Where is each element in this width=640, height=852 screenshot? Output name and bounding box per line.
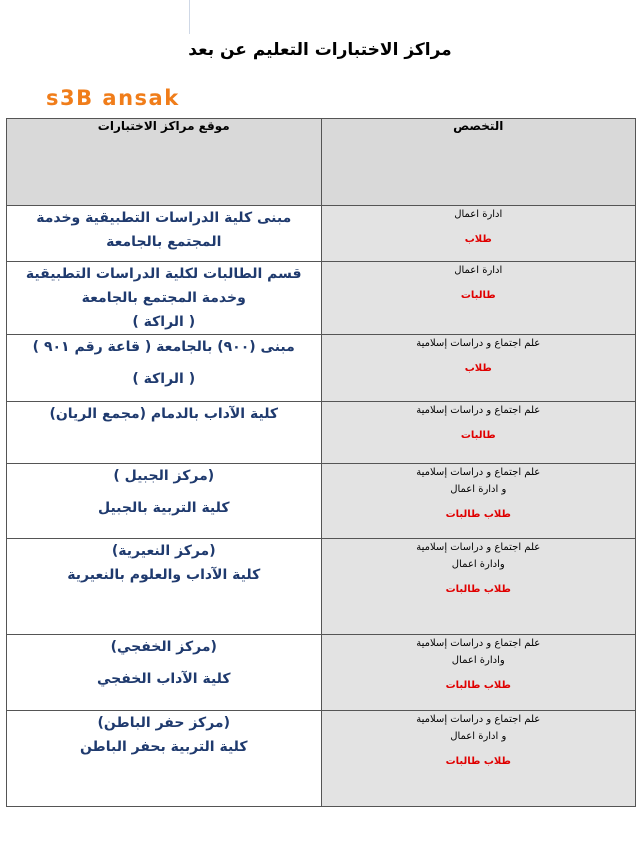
location-cell [7, 402, 322, 464]
table-row [7, 635, 636, 711]
location-line: (مركز الجبيل ) [113, 468, 215, 484]
table-row [7, 206, 636, 262]
gender-label: طلاب طالبات [445, 680, 511, 691]
gender-label: طلاب [464, 234, 492, 245]
watermark-logo: s3B ansak [46, 86, 180, 110]
specialization-cell [321, 206, 636, 262]
location-line: ( الراكة ) [132, 371, 196, 387]
location-cell [7, 711, 322, 807]
specialization-cell [321, 539, 636, 635]
specialization-line: وادارة اعمال [451, 655, 505, 666]
location-line: (مركز النعيرية) [111, 543, 216, 559]
specialization-line: علم اجتماع و دراسات إسلامية [416, 405, 541, 416]
specialization-line: علم اجتماع و دراسات إسلامية [416, 467, 541, 478]
document-title: مراكز الاختبارات التعليم عن بعد [188, 40, 452, 60]
location-cell [7, 335, 322, 402]
table-header-row [7, 119, 636, 206]
header-location: موقع مراكز الاختبارات [7, 119, 322, 206]
location-line: مبنى كلية الدراسات التطبيقية وخدمة المجتمع بالجامعة [36, 210, 292, 250]
table-row [7, 335, 636, 402]
location-line: مبنى (٩٠٠) بالجامعة ( قاعة رقم ٩٠١ ) [32, 339, 295, 355]
location-cell [7, 539, 322, 635]
gender-label: طلاب [464, 363, 492, 374]
specialization-line: علم اجتماع و دراسات إسلامية [416, 542, 541, 553]
gender-label: طلاب طالبات [445, 584, 511, 595]
header-specialization: التخصص [321, 119, 636, 206]
specialization-cell [321, 464, 636, 539]
specialization-line: ادارة اعمال [454, 209, 503, 220]
location-line: (مركز حفر الباطن) [97, 715, 230, 731]
specialization-line: ادارة اعمال [454, 265, 503, 276]
gender-label: طلاب طالبات [445, 509, 511, 520]
specialization-cell [321, 335, 636, 402]
page-edge-mark [189, 0, 190, 34]
location-cell [7, 464, 322, 539]
gender-label: طالبات [460, 430, 496, 441]
gender-label: طالبات [460, 290, 496, 301]
specialization-line: علم اجتماع و دراسات إسلامية [416, 638, 541, 649]
location-cell [7, 635, 322, 711]
specialization-line: علم اجتماع و دراسات إسلامية [416, 714, 541, 725]
location-line: قسم الطالبات لكلية الدراسات التطبيقية وخدمة المجتمع بالجامعة [25, 266, 302, 306]
table-row [7, 402, 636, 464]
specialization-line: و ادارة اعمال [450, 484, 507, 495]
location-line: كلية التربية بالجبيل [97, 500, 230, 516]
table-row [7, 711, 636, 807]
location-cell [7, 262, 322, 335]
specialization-line: و ادارة اعمال [450, 731, 507, 742]
location-line: ( الراكة ) [132, 314, 196, 330]
table-row [7, 539, 636, 635]
specialization-cell [321, 711, 636, 807]
location-line: كلية الآداب والعلوم بالنعيرية [67, 567, 261, 583]
specialization-line: وادارة اعمال [451, 559, 505, 570]
gender-label: طلاب طالبات [445, 756, 511, 767]
location-cell [7, 206, 322, 262]
location-line: (مركز الخفجي) [110, 639, 217, 655]
location-line: كلية التربية بحفر الباطن [79, 739, 248, 755]
location-line: كلية الآداب الخفجي [96, 671, 231, 687]
specialization-line: علم اجتماع و دراسات إسلامية [416, 338, 541, 349]
specialization-cell [321, 402, 636, 464]
specialization-cell [321, 635, 636, 711]
test-centers-table [6, 118, 636, 807]
table-row [7, 262, 636, 335]
location-line: كلية الآداب بالدمام (مجمع الريان) [49, 406, 279, 422]
specialization-cell [321, 262, 636, 335]
table-row [7, 464, 636, 539]
